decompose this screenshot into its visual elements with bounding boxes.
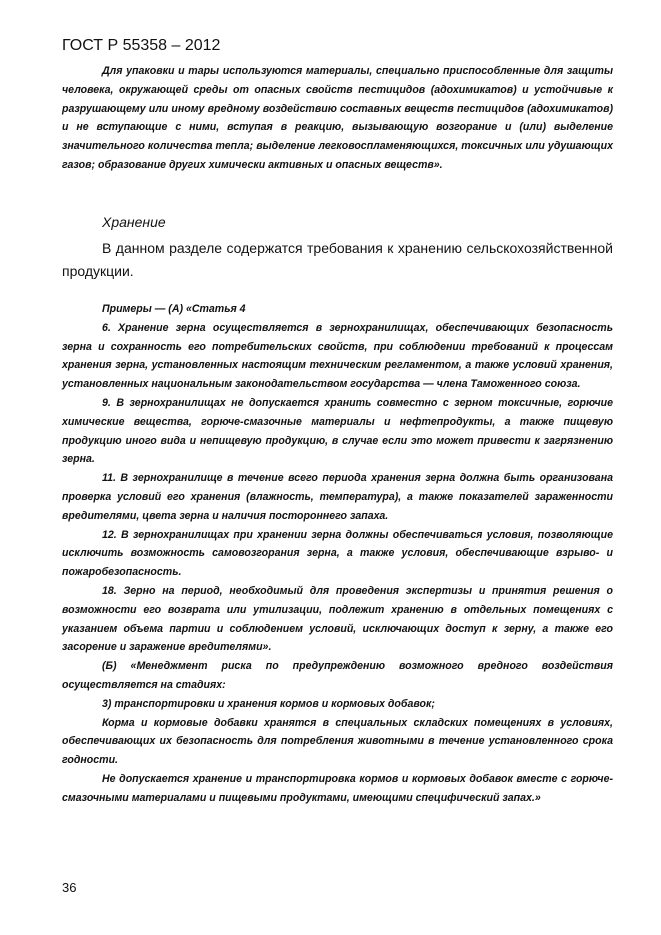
example-paragraph: 6. Хранение зерна осуществляется в зернохранилищах, обеспечивающих безопасность зерна и сохранность его потребительских свойств, при соблюдении требований к процессам хранения зерна, установленных настоящим техническим регламентом, а также условий хранения, установленных национальным законодательством государства — члена Таможенного союза. <box>62 321 613 391</box>
section-block <box>62 213 613 283</box>
section-title: Хранение <box>102 214 166 230</box>
page-number: 36 <box>62 880 77 895</box>
example-paragraph: 9. В зернохранилищах не допускается хранить совместно с зерном токсичные, горючие химические вещества, горюче-смазочные материалы и нефтепродукты, а также пищевую продукцию иного вида и непищевую продукцию, в случае если это может привести к загрязнению зерна. <box>62 396 613 466</box>
examples-block <box>62 300 613 808</box>
example-paragraph: Не допускается хранение и транспортировка кормов и кормовых добавок вместе с горюче-смазочными материалами и пищевыми продуктами, имеющими специфический запах.» <box>62 772 613 804</box>
example-paragraph: 18. Зерно на период, необходимый для проведения экспертизы и принятия решения о возможности его возврата или утилизации, подлежит хранению в отдельных помещениях с указанием объема партии и соблюдением условий, исключающих доступ к зерну, а также его засорение и заражение вредителями». <box>62 584 613 654</box>
example-paragraph: 11. В зернохранилище в течение всего периода хранения зерна должна быть организована проверка условий его хранения (влажность, температура), а также показателей зараженности вредителями, цвета зерна и наличия постороннего запаха. <box>62 472 613 522</box>
example-paragraph: 3) транспортировки и хранения кормов и кормовых добавок; <box>102 697 435 710</box>
document-header: ГОСТ Р 55358 – 2012 <box>62 37 221 54</box>
example-paragraph: Корма и кормовые добавки хранятся в специальных складских помещениях в условиях, обеспечивающих их безопасность для потребления животными в течение установленного срока годности. <box>62 716 613 767</box>
example-paragraph: (Б) «Менеджмент риска по предупреждению возможного вредного воздействия осуществляется на стадиях: <box>62 660 613 691</box>
examples-intro: Примеры — (А) «Статья 4 <box>102 303 246 315</box>
intro-block <box>62 62 613 175</box>
section-text: В данном разделе содержатся требования к хранению сельскохозяйственной продукции. <box>62 240 613 279</box>
intro-paragraph: Для упаковки и тары используются материалы, специально приспособленные для защиты человека, окружающей среды от опасных свойств пестицидов (адохимикатов) и устойчивые к разрушающему или иному вредному воздействию составных веществ пестицидов (адохимикатов) и не вступающие с ними, вступая в реакцию, вызывающую возгорание и (или) выделение значительного количества тепла; выделение легковоспламеняющихся, токсичных или удушающих газов; образование других химически активных и опасных веществ». <box>62 65 613 171</box>
example-paragraph: 12. В зернохранилищах при хранении зерна должны обеспечиваться условия, позволяющие исключить возможность самовозгорания зерна, а также условия, обеспечивающие взрыво- и пожаробезопасность. <box>62 528 613 579</box>
